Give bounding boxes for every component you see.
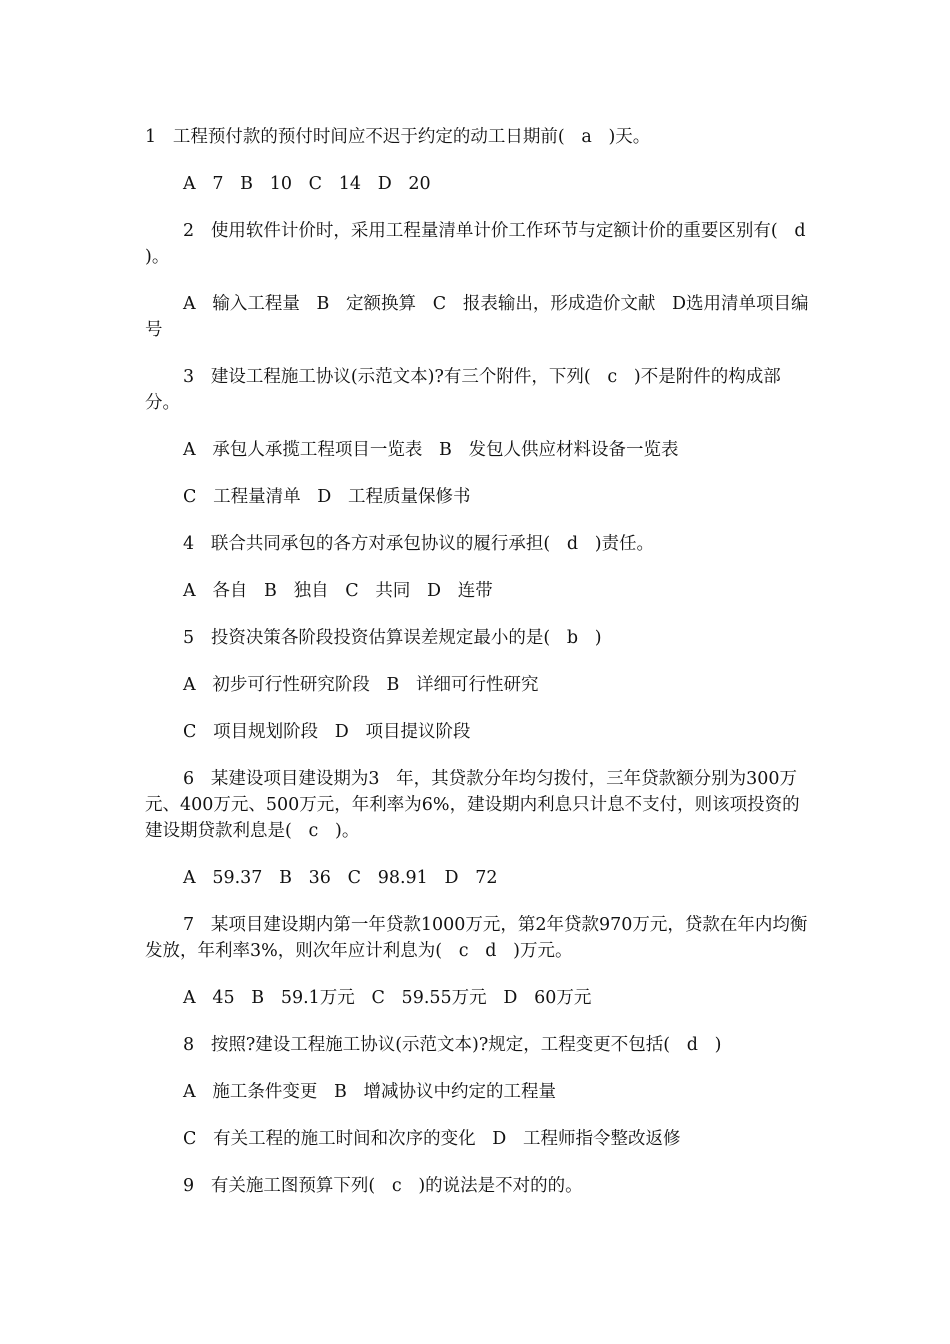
question-4: 4 联合共同承包的各方对承包协议的履行承担( d )责任。	[183, 534, 655, 554]
question-5-options-ab: A 初步可行性研究阶段 B 详细可行性研究	[183, 675, 539, 695]
question-6: 6 某建设项目建设期为3 年，其贷款分年均匀拨付，三年贷款额分别为300万元、400万元、500万元，年利率为6%，建设期内利息只计息不支付，则该项投资的建设期贷款利息是( c )。	[145, 769, 800, 841]
question-2-options: A 输入工程量 B 定额换算 C 报表输出，形成造价文献 D选用清单项目编号	[145, 294, 809, 340]
document-body	[145, 124, 823, 1220]
question-2: 2 使用软件计价时，采用工程量清单计价工作环节与定额计价的重要区别有( d )。	[145, 221, 823, 267]
question-8-options-ab: A 施工条件变更 B 增减协议中约定的工程量	[183, 1082, 557, 1102]
question-5-options-cd: C 项目规划阶段 D 项目提议阶段	[183, 722, 471, 742]
question-7-options: A 45 B 59.1万元 C 59.55万元 D 60万元	[183, 988, 592, 1008]
question-7: 7 某项目建设期内第一年贷款1000万元，第2年贷款970万元，贷款在年内均衡发放，年利率3%，则次年应计利息为( c d )万元。	[145, 915, 808, 961]
question-8: 8 按照?建设工程施工协议(示范文本)?规定，工程变更不包括( d )	[183, 1035, 722, 1055]
question-4-options: A 各自 B 独自 C 共同 D 连带	[183, 581, 493, 601]
question-9: 9 有关施工图预算下列( c )的说法是不对的的。	[183, 1176, 583, 1196]
question-3-options-cd: C 工程量清单 D 工程质量保修书	[183, 487, 471, 507]
question-1: 1 工程预付款的预付时间应不迟于约定的动工日期前( a )天。	[145, 127, 651, 147]
question-6-options: A 59.37 B 36 C 98.91 D 72	[183, 868, 498, 888]
question-8-options-cd: C 有关工程的施工时间和次序的变化 D 工程师指令整改返修	[183, 1129, 681, 1149]
question-3-options-ab: A 承包人承揽工程项目一览表 B 发包人供应材料设备一览表	[183, 440, 679, 460]
question-3: 3 建设工程施工协议(示范文本)?有三个附件，下列( c )不是附件的构成部分。	[145, 367, 781, 413]
question-5: 5 投资决策各阶段投资估算误差规定最小的是( b )	[183, 628, 602, 648]
question-1-options: A 7 B 10 C 14 D 20	[183, 174, 431, 194]
